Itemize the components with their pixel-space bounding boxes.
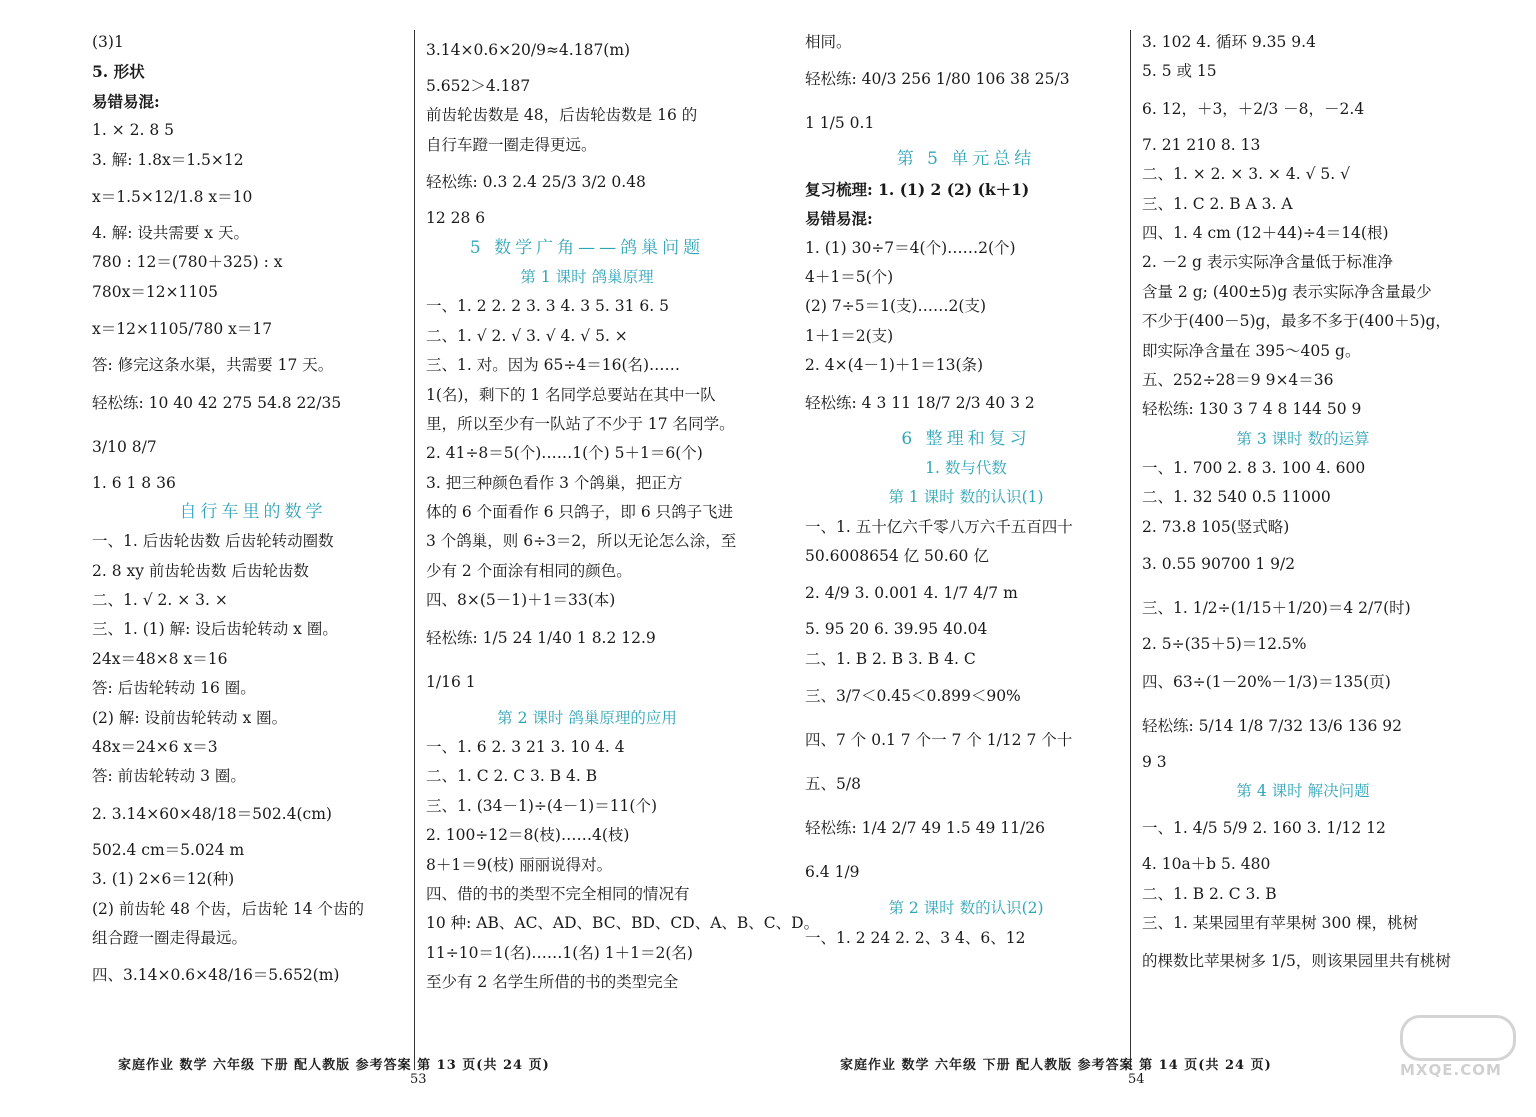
answer-line: 易错易混:	[92, 91, 160, 111]
lesson-heading: 第 2 课时 鸽巢原理的应用	[497, 708, 677, 727]
answer-line: 答: 后齿轮转动 16 圈。	[92, 679, 256, 698]
answer-line: 二、1. C 2. C 3. B 4. B	[426, 767, 598, 786]
column-divider-right	[1130, 30, 1131, 1070]
watermark-logo	[1400, 1015, 1520, 1085]
answer-line: 三、1. (1) 解: 设后齿轮转动 x 圈。	[92, 620, 338, 639]
column-3	[805, 28, 1127, 1038]
answer-line: (2) 前齿轮 48 个齿，后齿轮 14 个齿的	[92, 899, 365, 918]
answer-line: 2. 41÷8＝5(个)……1(个) 5＋1＝6(个)	[426, 444, 703, 463]
answer-line: 5. 95 20 6. 39.95 40.04	[805, 620, 988, 639]
section-heading: 第 5 单元总结	[896, 149, 1036, 170]
answer-line: 4. 解: 设共需要 x 天。	[92, 223, 249, 242]
answer-line: 轻松练: 10 40 42 275 54.8 22/35	[92, 393, 342, 412]
answer-line: 2. 73.8 105(竖式略)	[1142, 517, 1290, 536]
answer-line: x＝1.5×12/1.8 x＝10	[92, 187, 253, 206]
answer-line: 二、1. B 2. B 3. B 4. C	[805, 649, 976, 668]
answer-line: 2. 4/9 3. 0.001 4. 1/7 4/7 m	[805, 584, 1018, 603]
answer-line: 至少有 2 名学生所借的书的类型完全	[426, 973, 679, 992]
answer-line: (3)1	[92, 33, 124, 51]
lesson-heading: 第 1 课时 数的认识(1)	[888, 488, 1044, 507]
answer-line: 4. 10a＋b 5. 480	[1142, 855, 1271, 874]
answer-line: 二、1. 32 540 0.5 11000	[1142, 488, 1331, 507]
answer-line: 二、1. √ 2. × 3. ×	[92, 591, 228, 610]
answer-line: 三、1. 1/2÷(1/15＋1/20)＝4 2/7(时)	[1142, 599, 1411, 618]
answer-line: 9 3	[1142, 752, 1167, 771]
column-2	[426, 28, 820, 1038]
answer-line: 里，所以至少有一队站了不少于 17 名同学。	[426, 414, 735, 433]
answer-line: 少有 2 个面涂有相同的颜色。	[426, 561, 632, 580]
answer-line: 答: 前齿轮转动 3 圈。	[92, 767, 246, 786]
answer-line: 一、1. 2 24 2. 2、3 4、6、12	[805, 928, 1026, 947]
answer-line: 四、3.14×0.6×48/16＝5.652(m)	[92, 966, 340, 985]
answer-line: 五、5/8	[805, 775, 861, 794]
page-number-left: 53	[410, 1072, 427, 1087]
answer-line: 6.4 1/9	[805, 863, 860, 882]
answer-line: 1 1/5 0.1	[805, 114, 875, 133]
answer-line: 相同。	[805, 33, 852, 51]
answer-line: 即实际净含量在 395～405 g。	[1142, 341, 1361, 360]
lesson-heading: 第 4 课时 解决问题	[1236, 782, 1370, 801]
answer-line: x＝12×1105/780 x＝17	[92, 320, 273, 339]
answer-line: 2. 5÷(35＋5)＝12.5%	[1142, 635, 1307, 654]
answer-line: 组合蹬一圈走得最远。	[92, 928, 248, 947]
answer-line: 三、1. 对。因为 65÷4＝16(名)……	[426, 356, 681, 375]
lesson-heading: 第 3 课时 数的运算	[1236, 429, 1370, 448]
answer-line: 易错易混:	[805, 209, 873, 229]
answer-line: 答: 修完这条水渠，共需要 17 天。	[92, 356, 334, 375]
answer-line: 1(名)，剩下的 1 名同学总要站在其中一队	[426, 385, 716, 404]
answer-line: 2. 8 xy 前齿轮齿数 后齿轮齿数	[92, 561, 309, 580]
answer-line: 1. 6 1 8 36	[92, 473, 176, 492]
answer-line: 3. (1) 2×6＝12(种)	[92, 870, 235, 889]
answer-line: 4＋1＝5(个)	[805, 267, 894, 286]
lesson-heading: 第 2 课时 数的认识(2)	[888, 899, 1044, 918]
answer-line: 2. 3.14×60×48/18＝502.4(cm)	[92, 804, 332, 823]
answer-line: 一、1. 6 2. 3 21 3. 10 4. 4	[426, 738, 625, 757]
watermark-badge-icon	[1400, 1015, 1516, 1061]
answer-line: 的棵数比苹果树多 1/5，则该果园里共有桃树	[1142, 951, 1451, 970]
answer-line: 5. 形状	[92, 62, 145, 82]
answer-line: 四、63÷(1－20%－1/3)＝135(页)	[1142, 672, 1391, 691]
answer-line: 780x＝12×1105	[92, 282, 218, 301]
answer-line: 3. 0.55 90700 1 9/2	[1142, 555, 1296, 574]
answer-line: 3/10 8/7	[92, 437, 157, 456]
answer-line: 四、1. 4 cm (12＋44)÷4＝14(根)	[1142, 223, 1389, 242]
answer-line: 二、1. × 2. × 3. × 4. √ 5. √	[1142, 165, 1351, 184]
lesson-heading: 第 1 课时 鸽巢原理	[520, 267, 654, 286]
answer-line: 1＋1＝2(支)	[805, 326, 894, 345]
answer-line: 不少于(400－5)g，最多不多于(400＋5)g，	[1142, 312, 1451, 331]
answer-line: 四、借的书的类型不完全相同的情况有	[426, 884, 690, 903]
column-divider-left	[414, 30, 415, 1070]
answer-line: 体的 6 个面看作 6 只鸽子，即 6 只鸽子飞进	[426, 503, 734, 522]
answer-line: 5. 5 或 15	[1142, 62, 1217, 81]
answer-line: 轻松练: 1/5 24 1/40 1 8.2 12.9	[426, 628, 656, 647]
answer-line: 50.6008654 亿 50.60 亿	[805, 547, 989, 566]
answer-line: 8＋1＝9(枝) 丽丽说得对。	[426, 855, 613, 874]
answer-line: 一、1. 后齿轮齿数 后齿轮转动圈数	[92, 532, 334, 551]
answer-line: 24x＝48×8 x＝16	[92, 649, 228, 668]
answer-line: 一、1. 4/5 5/9 2. 160 3. 1/12 12	[1142, 819, 1386, 838]
answer-line: 3.14×0.6×20/9≈4.187(m)	[426, 41, 631, 59]
answer-line: 10 种: AB、AC、AD、BC、BD、CD、A、B、C、D。	[426, 914, 820, 933]
answer-line: 502.4 cm＝5.024 m	[92, 840, 245, 859]
answer-line: 7. 21 210 8. 13	[1142, 135, 1261, 154]
answer-line: 五、252÷28＝9 9×4＝36	[1142, 370, 1334, 389]
answer-line: 3. 解: 1.8x＝1.5×12	[92, 150, 244, 169]
answer-line: 3. 102 4. 循环 9.35 9.4	[1142, 33, 1316, 51]
answer-line: 3. 把三种颜色看作 3 个鸽巢，把正方	[426, 473, 683, 492]
answer-line: 780 : 12＝(780＋325) : x	[92, 253, 283, 272]
section-heading: 5 数学广角——鸽巢问题	[469, 237, 705, 258]
page-number-right: 54	[1128, 1072, 1145, 1087]
answer-line: 11÷10＝1(名)……1(名) 1＋1＝2(名)	[426, 943, 693, 962]
answer-line: 轻松练: 130 3 7 4 8 144 50 9	[1142, 400, 1362, 419]
section-heading: 6 整理和复习	[901, 428, 1031, 449]
answer-line: 四、8×(5－1)＋1＝33(本)	[426, 591, 616, 610]
answer-line: (2) 解: 设前齿轮转动 x 圈。	[92, 708, 288, 727]
lesson-heading: 1. 数与代数	[925, 458, 1007, 477]
answer-line: 一、1. 2 2. 2 3. 3 4. 3 5. 31 6. 5	[426, 297, 669, 316]
answer-line: 二、1. √ 2. √ 3. √ 4. √ 5. ×	[426, 326, 628, 345]
answer-line: 复习梳理: 1. (1) 2 (2) (k＋1)	[805, 179, 1030, 199]
answer-line: 前齿轮齿数是 48，后齿轮齿数是 16 的	[426, 106, 698, 125]
answer-line: 48x＝24×6 x＝3	[92, 738, 218, 757]
answer-line: 1/16 1	[426, 672, 476, 691]
answer-line: 四、7 个 0.1 7 个一 7 个 1/12 7 个十	[805, 731, 1073, 750]
answer-line: 含量 2 g; (400±5)g 表示实际净含量最少	[1142, 282, 1432, 301]
footer-left: 家庭作业 数学 六年级 下册 配人教版 参考答案 第 13 页(共 24 页)	[118, 1058, 550, 1073]
answer-line: 2. －2 g 表示实际净含量低于标准净	[1142, 253, 1393, 272]
answer-line: 轻松练: 1/4 2/7 49 1.5 49 11/26	[805, 819, 1045, 838]
answer-line: 1. (1) 30÷7＝4(个)……2(个)	[805, 238, 1016, 257]
answer-line: 5.652＞4.187	[426, 77, 531, 95]
answer-line: 三、3/7＜0.45＜0.899＜90%	[805, 687, 1021, 706]
answer-line: 3 个鸽巢，则 6÷3＝2，所以无论怎么涂，至	[426, 532, 737, 551]
section-heading: 自行车里的数学	[179, 501, 327, 522]
answer-line: 2. 100÷12＝8(枝)……4(枝)	[426, 826, 630, 845]
column-4	[1142, 28, 1464, 1038]
answer-line: 轻松练: 4 3 11 18/7 2/3 40 3 2	[805, 393, 1035, 412]
answer-line: 三、1. C 2. B A 3. A	[1142, 194, 1293, 213]
answer-line: 1. × 2. 8 5	[92, 121, 174, 140]
answer-line: 自行车蹬一圈走得更远。	[426, 135, 597, 154]
answer-line: 三、1. 某果园里有苹果树 300 棵，桃树	[1142, 914, 1419, 933]
answer-line: 2. 4×(4－1)＋1＝13(条)	[805, 356, 984, 375]
answer-line: 三、1. (34－1)÷(4－1)＝11(个)	[426, 796, 658, 815]
answer-line: 一、1. 700 2. 8 3. 100 4. 600	[1142, 459, 1366, 478]
answer-line: 轻松练: 5/14 1/8 7/32 13/6 136 92	[1142, 716, 1402, 735]
answer-line: 6. 12，＋3，＋2/3 －8，－2.4	[1142, 99, 1365, 118]
answer-line: (2) 7÷5＝1(支)……2(支)	[805, 297, 987, 316]
answer-line: 12 28 6	[426, 209, 486, 228]
answer-line: 轻松练: 40/3 256 1/80 106 38 25/3	[805, 70, 1070, 89]
answer-line: 二、1. B 2. C 3. B	[1142, 884, 1277, 903]
watermark-text: MXQE.COM	[1400, 1061, 1502, 1079]
column-1	[92, 28, 414, 1038]
answer-line: 一、1. 五十亿六千零八万六千五百四十	[805, 517, 1073, 536]
answer-line: 轻松练: 0.3 2.4 25/3 3/2 0.48	[426, 173, 646, 192]
footer-right: 家庭作业 数学 六年级 下册 配人教版 参考答案 第 14 页(共 24 页)	[840, 1058, 1272, 1073]
